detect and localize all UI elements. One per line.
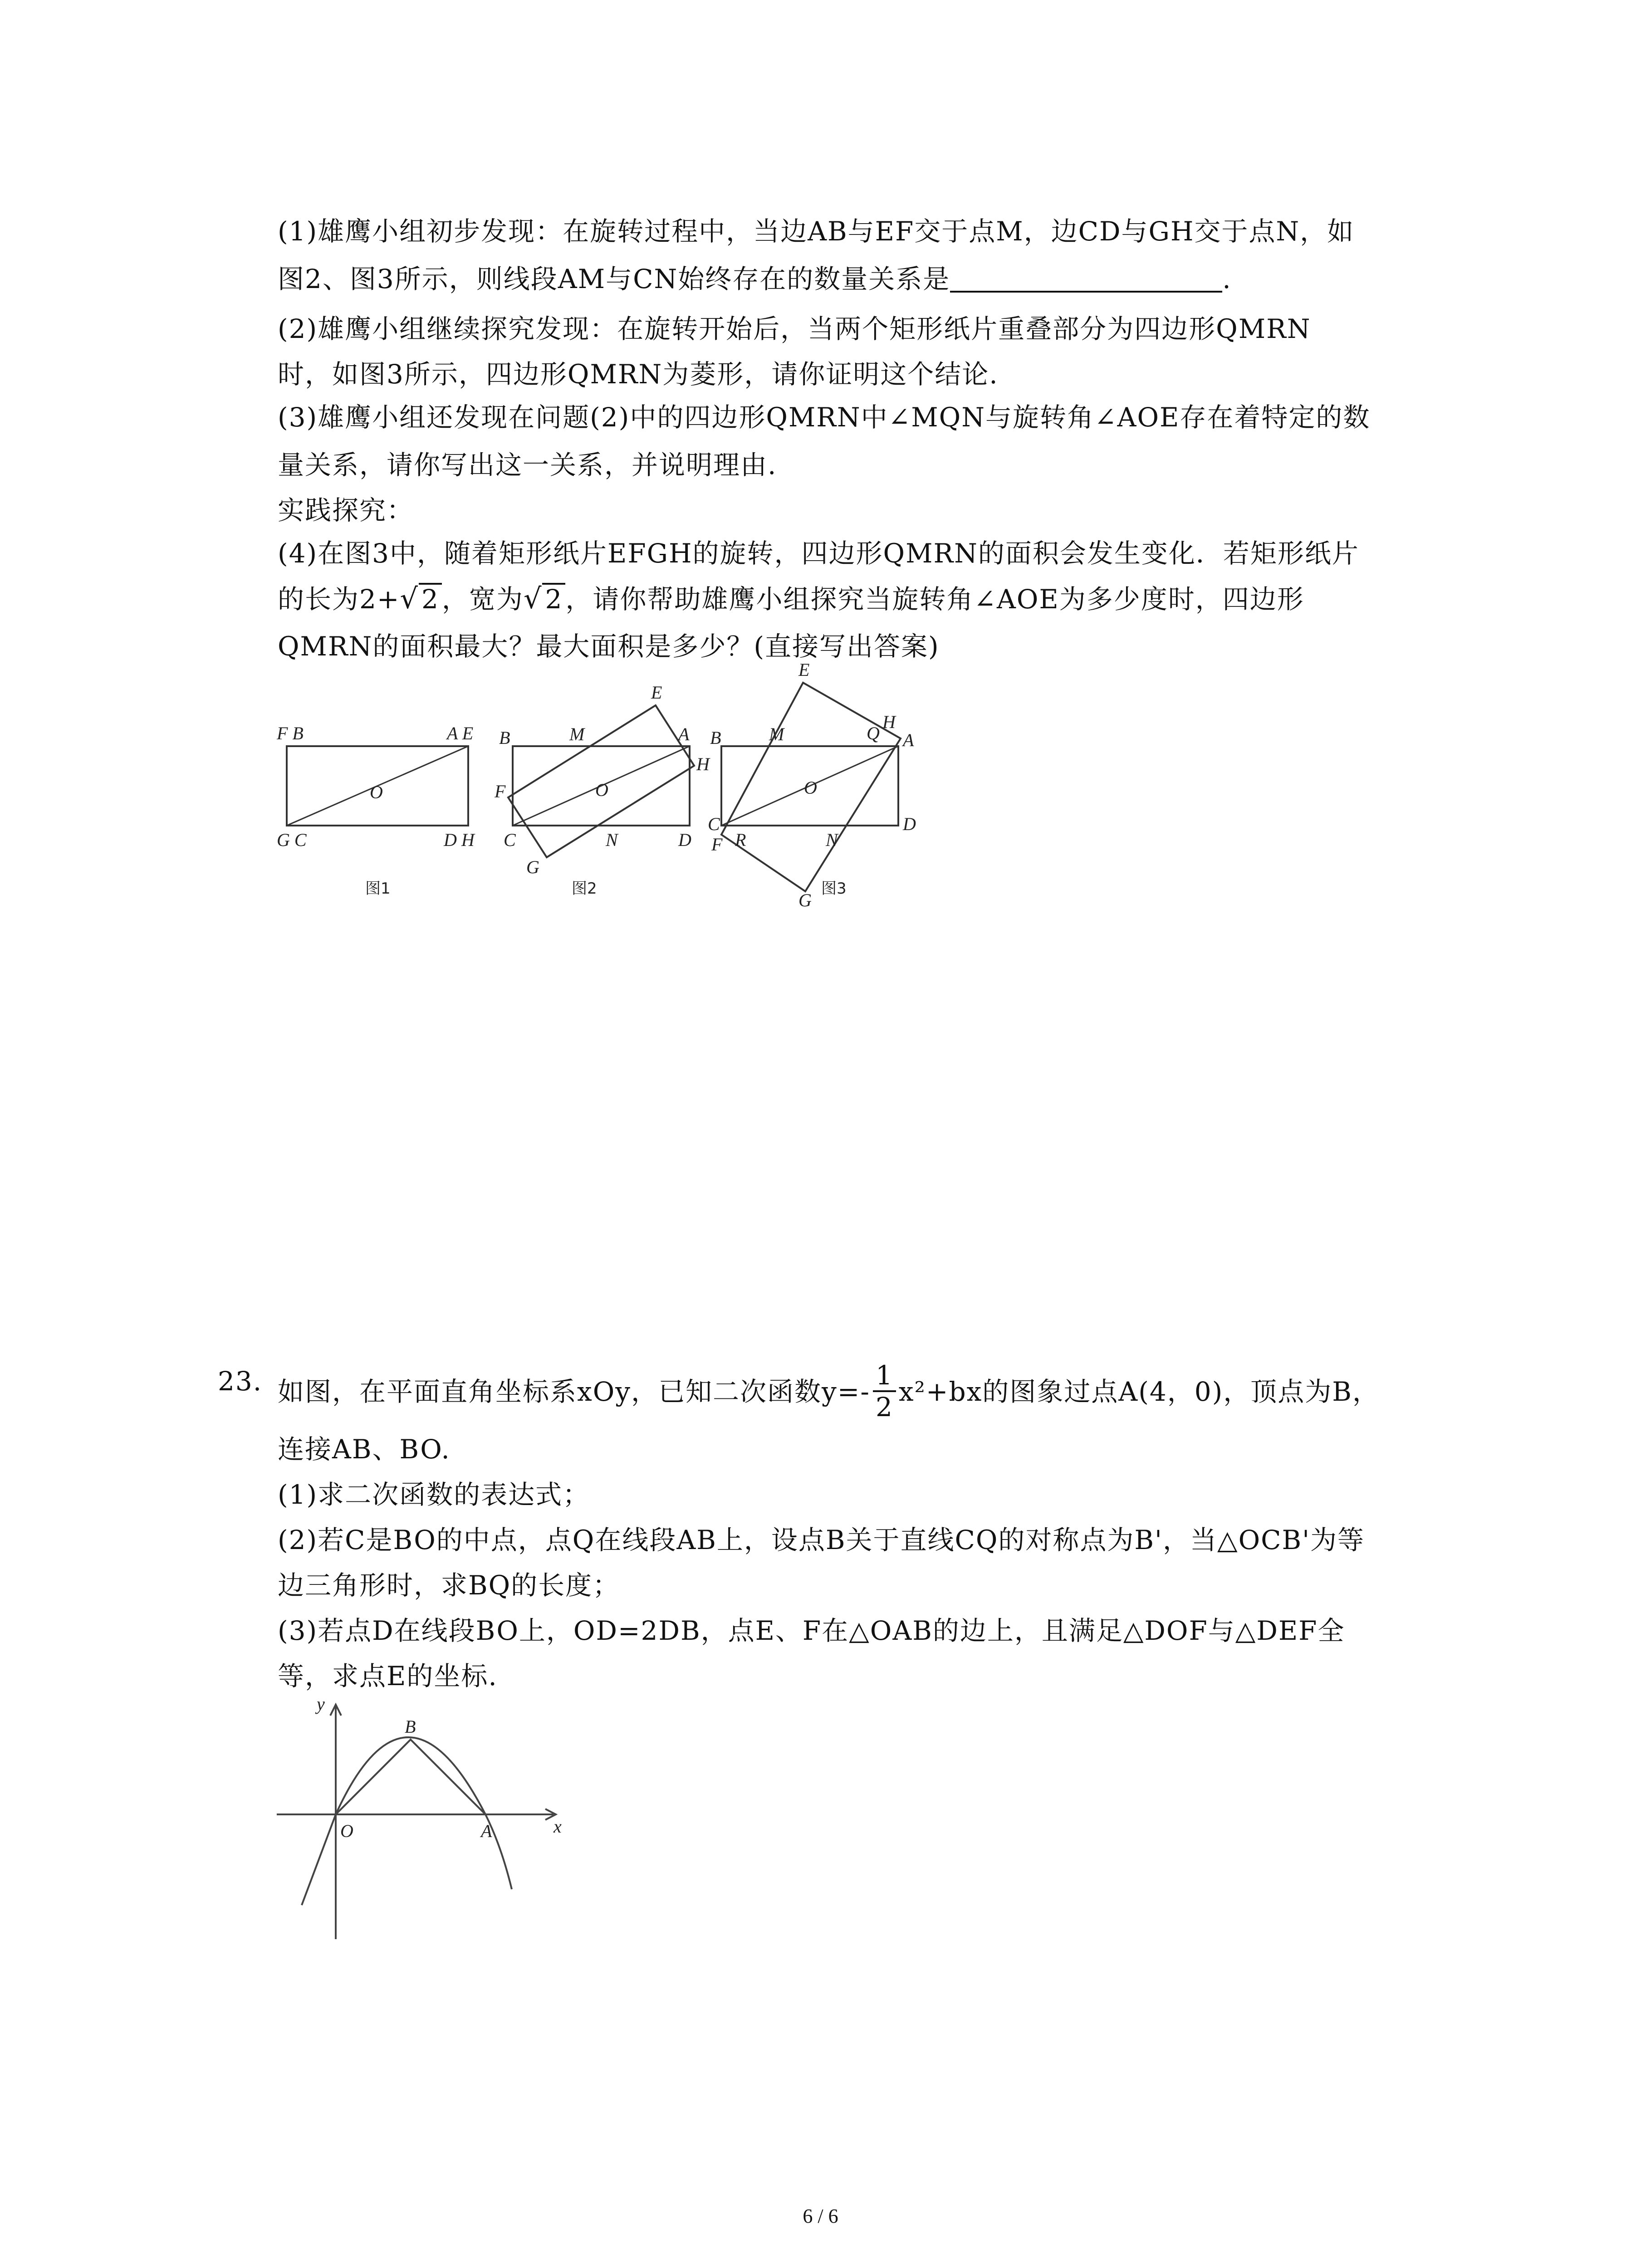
answer-blank [950, 264, 1222, 293]
fig1-label-gc: G C [277, 830, 307, 850]
page-number: 6 / 6 [803, 2205, 838, 2227]
fig3-label-c: C [708, 814, 720, 834]
q22-part4-line3: QMRN的面积最大？最大面积是多少？(直接写出答案) [278, 631, 940, 662]
q22-part1-line2 [278, 261, 1232, 297]
q22-part1-period: . [1222, 264, 1232, 294]
practice-heading: 实践探究： [278, 495, 414, 526]
q22-part3-line2: 量关系，请你写出这一关系，并说明理由. [278, 450, 777, 480]
fig3-label-b: B [710, 728, 721, 748]
graph-label-o: O [340, 1821, 353, 1841]
q23-part2-line2: 边三角形时，求BQ的长度； [278, 1570, 620, 1601]
fig1-label-ae: A E [447, 723, 474, 743]
rectangle-figures [268, 660, 926, 910]
fig3-label-q: Q [867, 723, 880, 743]
q23-part2-line1: (2)若C是BO的中点，点Q在线段AB上，设点B关于直线CQ的对称点为B'，当△OCB'为等 [278, 1525, 1365, 1555]
q22-part3-line1: (3)雄鹰小组还发现在问题(2)中的四边形QMRN中∠MQN与旋转角∠AOE存在着特定的数 [278, 402, 1371, 433]
q22-part4-line1: (4)在图3中，随着矩形纸片EFGH的旋转，四边形QMRN的面积会发生变化．若矩形纸片 [278, 538, 1359, 569]
sqrt-radicand-2: 2 [542, 583, 565, 614]
q22-part2-line2: 时，如图3所示，四边形QMRN为菱形，请你证明这个结论. [278, 359, 999, 390]
fig3-label-r: R [735, 830, 746, 850]
q22-part4-text-a: 的长为2+ [278, 584, 400, 615]
fig2-label-o: O [595, 780, 608, 800]
fig3-label-g: G [798, 890, 812, 910]
fig1-label-dh: D H [444, 830, 475, 850]
q23-part1: (1)求二次函数的表达式； [278, 1479, 590, 1510]
fig3-label-e: E [798, 660, 810, 680]
q22-part1-text: 图2、图3所示，则线段AM与CN始终存在的数量关系是 [278, 264, 950, 294]
q23-line1 [278, 1360, 1380, 1425]
fig1-label-fb: F B [277, 723, 304, 743]
fig1-caption: 图1 [365, 880, 391, 898]
fig2-label-n: N [606, 830, 618, 850]
fig3-label-o: O [804, 777, 817, 798]
graph-label-b: B [405, 1716, 416, 1737]
fig2-label-d: D [678, 830, 691, 850]
fig2-label-h: H [696, 754, 710, 774]
figure-2 [494, 682, 710, 898]
q23-part3-line2: 等，求点E的坐标. [278, 1661, 498, 1691]
fig2-label-b: B [499, 728, 510, 748]
fig2-label-g: G [526, 857, 539, 877]
fig3-label-m: M [769, 724, 784, 744]
fig2-caption: 图2 [572, 880, 597, 898]
fraction-denominator: 2 [876, 1392, 893, 1422]
fig3-label-a: A [903, 730, 914, 750]
q23-number: 23. [218, 1366, 263, 1397]
figure-1 [276, 723, 475, 898]
q22-part4-text-b: ，宽为 [441, 584, 524, 615]
graph-label-y: y [317, 1694, 325, 1714]
fraction-one-half [873, 1360, 896, 1422]
q23-part3-line1: (3)若点D在线段BO上，OD=2DB，点E、F在△OAB的边上，且满足△DOF与△DEF全 [278, 1615, 1345, 1646]
graph-label-a: A [481, 1821, 492, 1841]
sqrt-icon: √ [523, 582, 543, 615]
fig3-caption: 图3 [821, 880, 847, 898]
fig1-label-o: O [370, 782, 383, 802]
fig2-label-f: F [495, 781, 506, 802]
sqrt-radicand-1: 2 [419, 583, 442, 614]
q23-line2: 连接AB、BO. [278, 1434, 451, 1465]
fig2-label-a: A [678, 724, 690, 744]
q22-part4-line2 [278, 581, 1304, 617]
fig3-label-n: N [826, 830, 838, 850]
q22-part1-line1: (1)雄鹰小组初步发现：在旋转过程中，当边AB与EF交于点M，边CD与GH交于点N，如 [278, 216, 1355, 247]
fig3-label-f: F [711, 834, 723, 855]
fig3-label-d: D [903, 814, 916, 834]
parabola-graph [263, 1696, 581, 1950]
fig2-label-c: C [504, 830, 516, 850]
fraction-numerator: 1 [873, 1360, 896, 1392]
q22-part2-line1: (2)雄鹰小组继续探究发现：在旋转开始后，当两个矩形纸片重叠部分为四边形QMRN [278, 313, 1311, 344]
fig3-label-h: H [882, 712, 896, 732]
q22-part4-text-c: ，请你帮助雄鹰小组探究当旋转角∠AOE为多少度时，四边形 [565, 584, 1304, 615]
q23-line1-b: x²+bx的图象过点A(4，0)，顶点为B， [898, 1376, 1380, 1408]
fig2-label-e: E [651, 682, 662, 703]
q23-line1-a: 如图，在平面直角坐标系xOy，已知二次函数y=- [278, 1376, 870, 1408]
figure-3 [708, 660, 916, 910]
graph-label-x: x [554, 1816, 562, 1837]
fig2-label-m: M [569, 724, 585, 744]
parabola-curve [302, 1737, 512, 1905]
sqrt-icon: √ [400, 582, 419, 615]
